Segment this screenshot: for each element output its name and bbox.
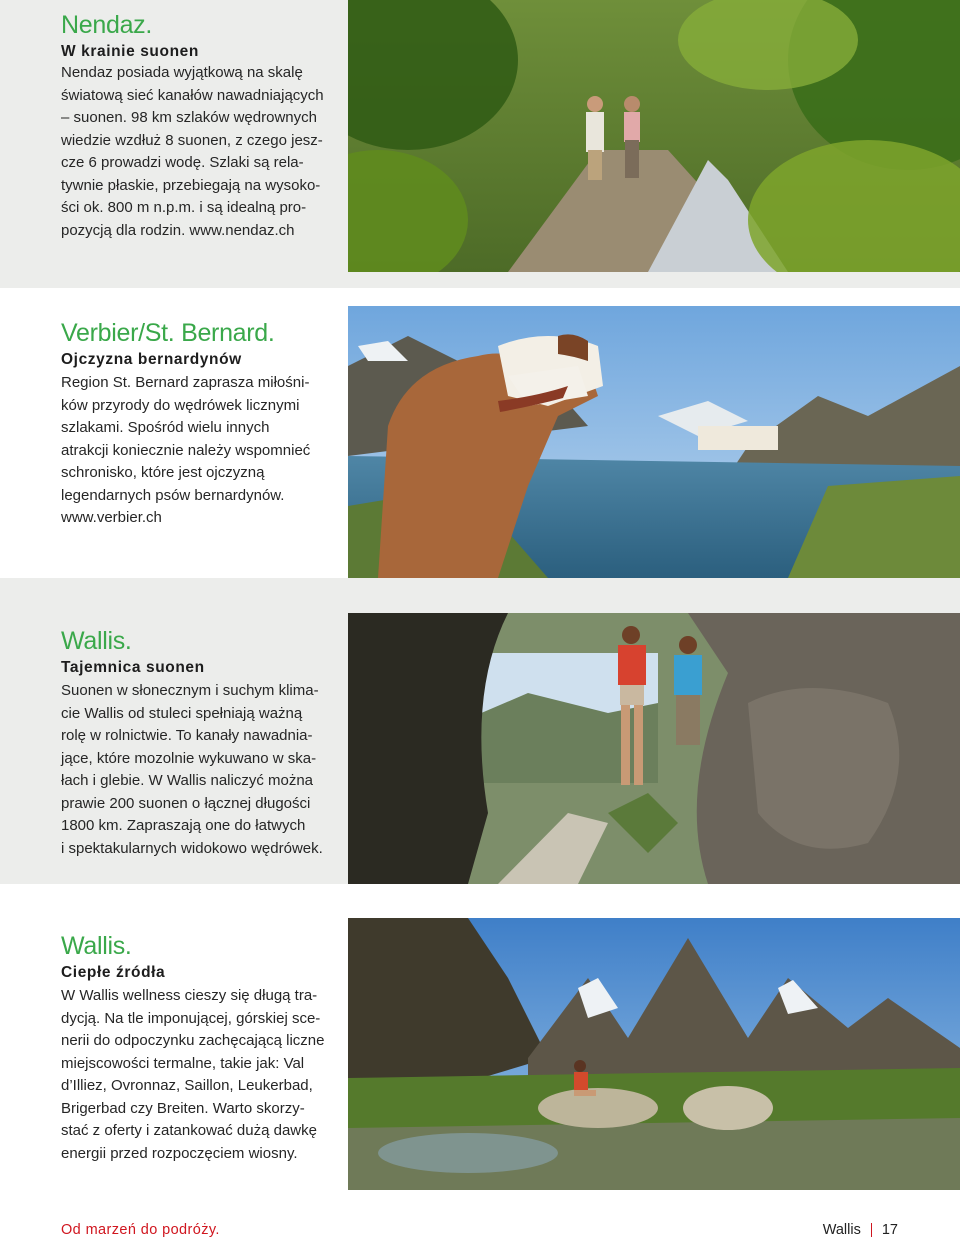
footer-tagline: Od marzeń do podróży. xyxy=(61,1222,220,1238)
section-subtitle: Ojczyzna bernardynów xyxy=(61,351,242,368)
section-body: W Wallis wellness cieszy się długą tra- dycją. Na tle imponującej, górskiej sce- nerii do odpoczynku zachęcającą liczne miejscowości termalne, takie jak: Val d’Illiez, Ovronnaz, Saillon, Leukerbad, Brigerbad czy Breiten. Warto skorzy- stać z oferty i zatankować dużą dawkę energii przed rozpoczęciem wiosny. xyxy=(61,987,325,1162)
st-bernard-dog-lake-photo xyxy=(348,306,960,578)
section-subtitle: W krainie suonen xyxy=(61,43,199,60)
section-text xyxy=(61,10,336,242)
footer-section-name: Wallis xyxy=(822,1222,861,1238)
footer-divider xyxy=(871,1223,872,1237)
section-body: Suonen w słonecznym i suchym klima- cie Wallis od stuleci spełniają ważną rolę w rolnictwie. To kanały nawadnia- jące, które mozolnie wykuwano w ska- łach i glebie. W Wallis naliczyć można prawie 200 suonen o łącznej długości 1800 km. Zapraszają one do łatwych i spektakularnych widokowo wędrówek. xyxy=(61,682,323,857)
section-verbier xyxy=(0,288,960,578)
section-text xyxy=(61,626,336,860)
page-number: 17 xyxy=(881,1222,898,1238)
section-body: Nendaz posiada wyjątkową na skalę światową sieć kanałów nawadniających – suonen. 98 km szlaków wędrownych wiedzie wzdłuż 8 suonen, z czego jesz- cze 6 prowadzi wodę. Szlaki są rela- tywnie płaskie, przebiegają na wysoko- ści ok. 800 m n.p.m. i są idealną pro- pozycją dla rodzin. www.nendaz.ch xyxy=(61,64,324,239)
hikers-rock-passage-photo xyxy=(348,613,960,884)
section-text xyxy=(61,318,336,530)
section-subtitle: Ciepłe źródła xyxy=(61,964,166,981)
section-title: Nendaz. xyxy=(61,11,153,39)
section-nendaz xyxy=(0,0,960,288)
hikers-forest-trail-photo xyxy=(348,0,960,272)
section-title: Verbier/St. Bernard. xyxy=(61,319,275,347)
page-footer xyxy=(0,1216,960,1240)
section-title: Wallis. xyxy=(61,627,132,655)
mountain-lake-rest-photo xyxy=(348,918,960,1190)
section-wallis-suonen xyxy=(0,578,960,884)
section-subtitle: Tajemnica suonen xyxy=(61,659,205,676)
section-text xyxy=(61,931,336,1165)
section-body: Region St. Bernard zaprasza miłośni- ków przyrody do wędrówek licznymi szlakami. Spośród wielu innych atrakcji koniecznie należy wspomnieć schronisko, które jest ojczyzną legendarnych psów bernardynów. www.verbier.ch xyxy=(61,374,311,526)
section-wallis-springs xyxy=(0,884,960,1216)
footer-pagination xyxy=(823,1222,898,1238)
section-title: Wallis. xyxy=(61,932,132,960)
